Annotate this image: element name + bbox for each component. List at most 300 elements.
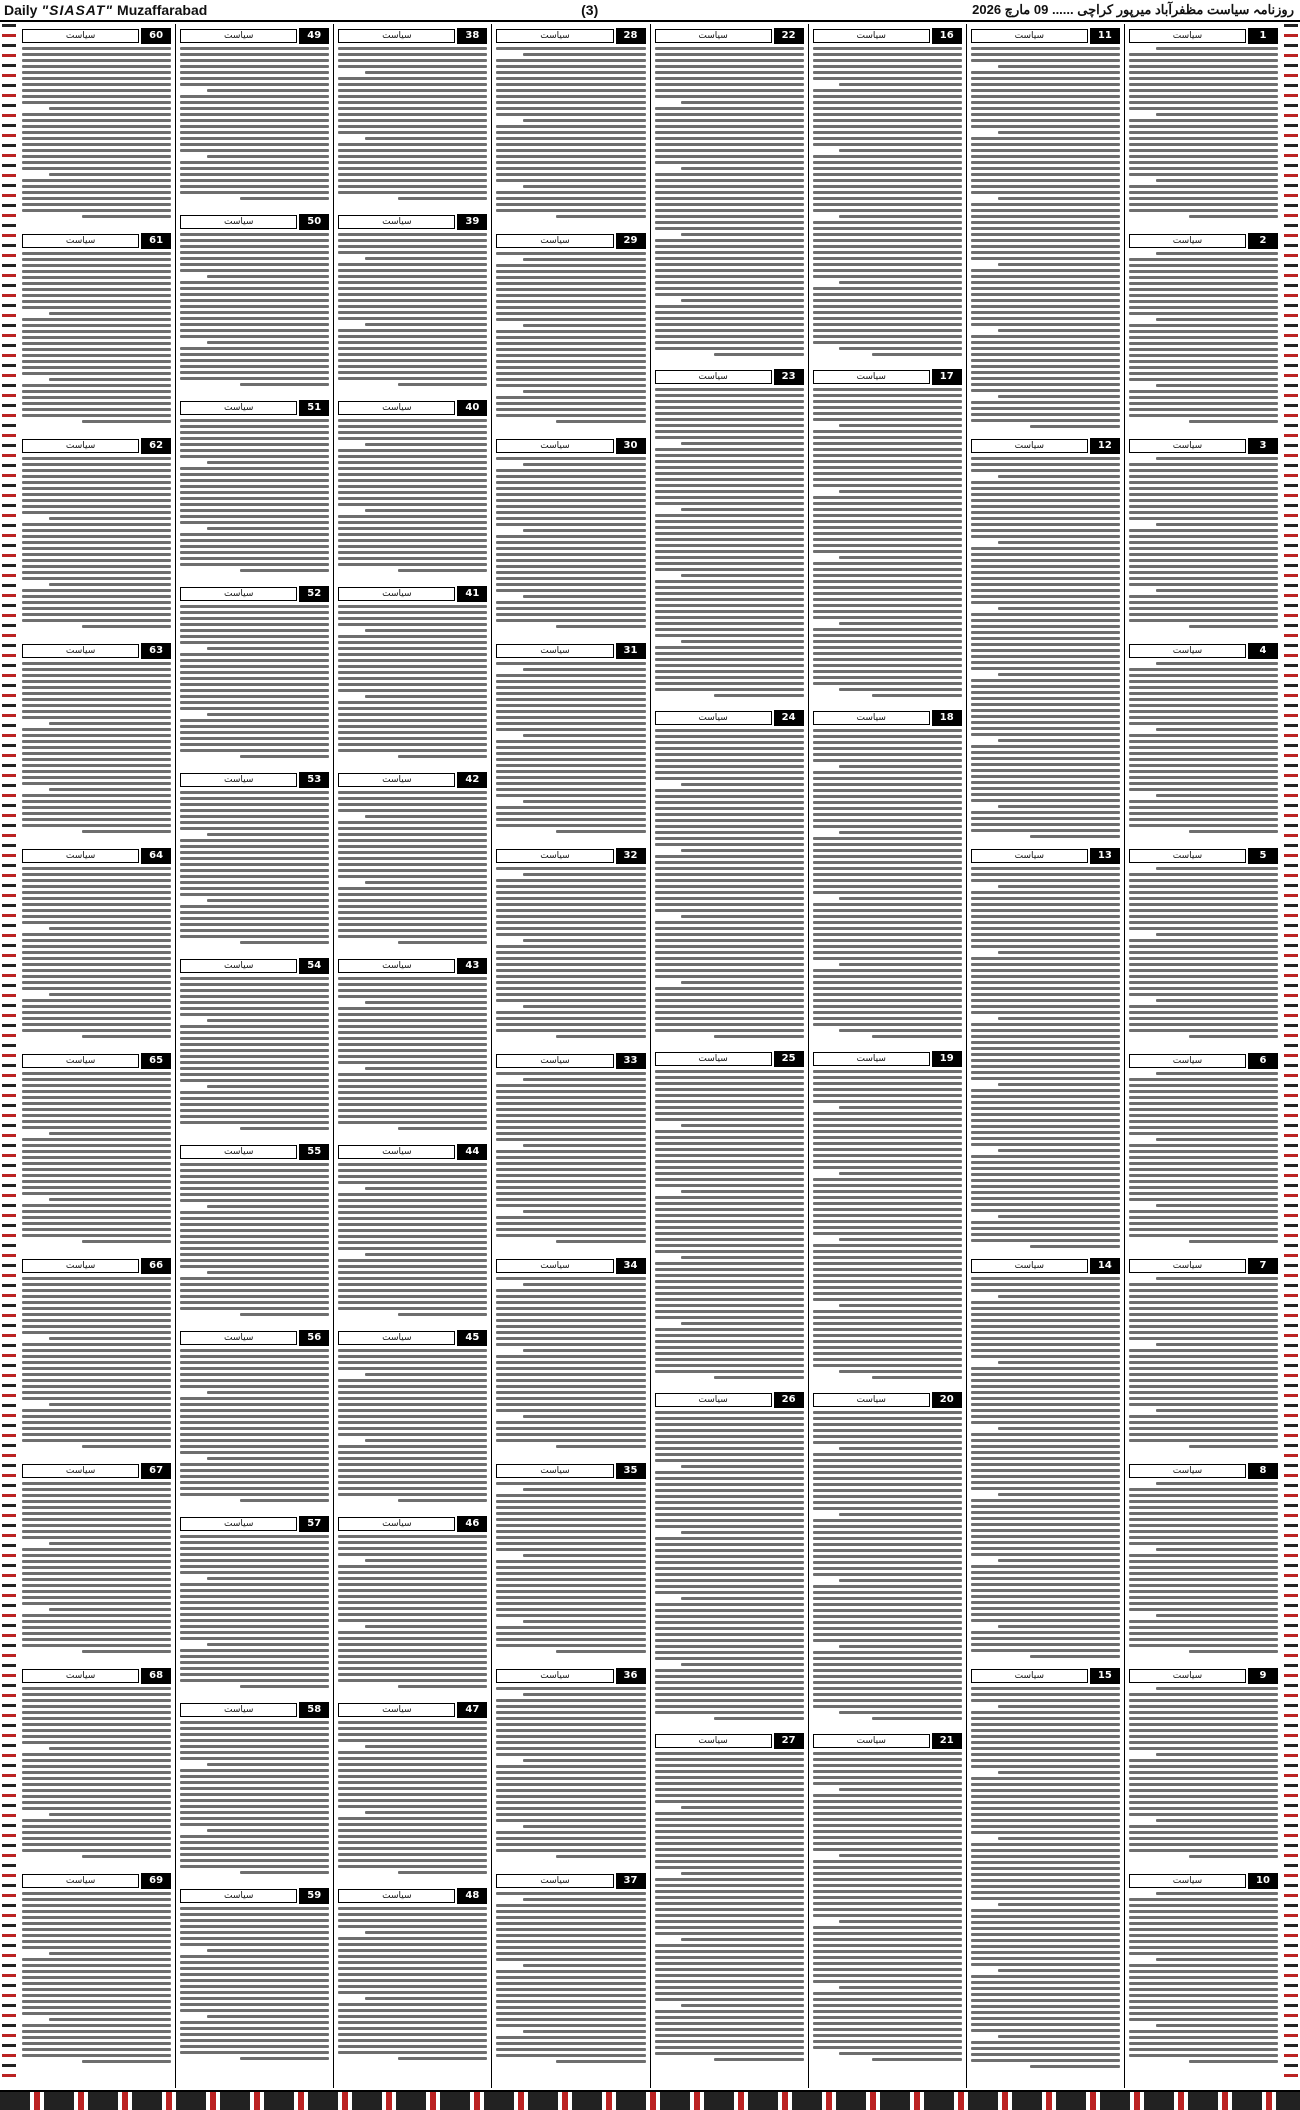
text-line: [180, 2009, 329, 2012]
text-line: [22, 342, 171, 345]
text-line: [655, 1543, 804, 1546]
text-line: [971, 155, 1120, 158]
text-line: [338, 725, 487, 728]
text-line: [655, 921, 804, 924]
text-line: [1030, 1245, 1119, 1248]
text-line: [180, 185, 329, 188]
text-line: [813, 95, 962, 98]
news-column: [1124, 24, 1282, 2088]
text-line: [1129, 1313, 1278, 1316]
text-line: [971, 161, 1120, 164]
text-line: [496, 1500, 645, 1503]
text-line: [971, 95, 1120, 98]
text-line: [496, 65, 645, 68]
text-line: [22, 1753, 171, 1756]
brief-text-lines: [338, 1535, 487, 1688]
text-line: [971, 1451, 1120, 1454]
text-line: [180, 1997, 329, 2000]
text-line: [681, 574, 803, 577]
text-line: [207, 155, 329, 158]
brief-text-lines: [338, 977, 487, 1130]
text-line: [655, 1076, 804, 1079]
text-line: [655, 1106, 804, 1109]
text-line: [971, 1849, 1120, 1852]
text-line: [338, 1031, 487, 1034]
text-line: [180, 1217, 329, 1220]
text-line: [813, 735, 962, 738]
text-line: [338, 125, 487, 128]
text-line: [971, 1107, 1120, 1110]
text-line: [998, 329, 1120, 332]
news-brief: [180, 214, 329, 396]
text-line: [971, 1191, 1120, 1194]
brief-number: 44: [457, 1144, 487, 1160]
text-line: [1129, 577, 1278, 580]
brief-tag: [496, 1053, 645, 1069]
brief-text-lines: [496, 1482, 645, 1653]
text-line: [338, 887, 487, 890]
text-line: [813, 640, 962, 643]
text-line: [813, 430, 962, 433]
text-line: [180, 1235, 329, 1238]
text-line: [496, 758, 645, 761]
text-line: [839, 1172, 961, 1175]
text-line: [338, 1823, 487, 1826]
text-line: [523, 595, 645, 598]
text-line: [1129, 583, 1278, 586]
text-line: [813, 2046, 962, 2049]
text-line: [22, 987, 171, 990]
text-line: [971, 1403, 1120, 1406]
text-line: [338, 617, 487, 620]
text-line: [22, 1994, 171, 1997]
news-brief: [180, 772, 329, 954]
text-line: [1189, 1855, 1278, 1858]
text-line: [496, 137, 645, 140]
text-line: [1156, 2024, 1278, 2027]
text-line: [22, 1162, 171, 1165]
text-line: [1129, 342, 1278, 345]
news-brief: [338, 214, 487, 396]
text-line: [338, 551, 487, 554]
text-line: [22, 1626, 171, 1629]
text-line: [180, 449, 329, 452]
text-line: [813, 1005, 962, 1008]
text-line: [971, 191, 1120, 194]
text-line: [971, 921, 1120, 924]
text-line: [496, 1518, 645, 1521]
text-line: [1129, 65, 1278, 68]
text-line: [523, 1210, 645, 1213]
text-line: [971, 619, 1120, 622]
text-line: [839, 1579, 961, 1582]
text-line: [180, 701, 329, 704]
text-line: [813, 807, 962, 810]
text-line: [338, 425, 487, 428]
brief-brand-label: سیاست: [813, 1052, 930, 1066]
text-line: [82, 215, 171, 218]
text-line: [813, 472, 962, 475]
text-line: [813, 999, 962, 1002]
text-line: [813, 209, 962, 212]
text-line: [496, 1277, 645, 1280]
brief-number: 60: [141, 28, 171, 44]
text-line: [180, 911, 329, 914]
text-line: [655, 1184, 804, 1187]
text-line: [813, 1352, 962, 1355]
text-line: [813, 59, 962, 62]
text-line: [1129, 487, 1278, 490]
text-line: [655, 1711, 804, 1714]
text-line: [22, 1729, 171, 1732]
brief-text-lines: [1129, 867, 1278, 1038]
text-line: [655, 532, 804, 535]
news-brief: [813, 28, 962, 365]
text-line: [1129, 1319, 1278, 1322]
masthead-name: "SIASAT": [41, 2, 114, 18]
text-line: [1129, 1150, 1278, 1153]
text-line: [180, 509, 329, 512]
text-line: [1129, 493, 1278, 496]
brief-tag: [813, 1733, 962, 1749]
text-line: [180, 1121, 329, 1124]
brief-number: 63: [141, 643, 171, 659]
text-line: [22, 1976, 171, 1979]
text-line: [338, 1433, 487, 1436]
text-line: [496, 209, 645, 212]
news-brief: [180, 1516, 329, 1698]
text-line: [1156, 1343, 1278, 1346]
text-line: [971, 1553, 1120, 1556]
text-line: [655, 466, 804, 469]
text-line: [655, 1154, 804, 1157]
text-line: [813, 1100, 962, 1103]
text-line: [496, 2006, 645, 2009]
text-line: [82, 1445, 171, 1448]
text-line: [839, 1447, 961, 1450]
text-line: [496, 306, 645, 309]
brief-tag: [338, 1144, 487, 1160]
text-line: [655, 131, 804, 134]
text-line: [813, 1824, 962, 1827]
text-line: [180, 1991, 329, 1994]
text-line: [714, 2058, 803, 2061]
text-line: [813, 185, 962, 188]
brief-brand-label: سیاست: [180, 1145, 297, 1159]
text-line: [655, 550, 804, 553]
text-line: [655, 472, 804, 475]
text-line: [1129, 1427, 1278, 1430]
text-line: [998, 739, 1120, 742]
brief-number: 3: [1248, 438, 1278, 454]
brief-brand-label: سیاست: [338, 773, 455, 787]
text-line: [813, 1950, 962, 1953]
text-line: [496, 59, 645, 62]
text-line: [971, 281, 1120, 284]
text-line: [655, 113, 804, 116]
text-line: [655, 1340, 804, 1343]
text-line: [180, 1445, 329, 1448]
news-brief: [22, 1668, 171, 1869]
brief-brand-label: سیاست: [180, 1889, 297, 1903]
text-line: [813, 388, 962, 391]
text-line: [22, 999, 171, 1002]
brief-number: 54: [299, 958, 329, 974]
text-line: [180, 1973, 329, 1976]
text-line: [655, 1752, 804, 1755]
text-line: [22, 77, 171, 80]
text-line: [1129, 71, 1278, 74]
text-line: [971, 419, 1120, 422]
text-line: [22, 1699, 171, 1702]
text-line: [523, 529, 645, 532]
text-line: [22, 143, 171, 146]
text-line: [971, 143, 1120, 146]
text-line: [971, 1337, 1120, 1340]
text-line: [22, 1277, 171, 1280]
brief-brand-label: سیاست: [22, 644, 139, 658]
text-line: [82, 1650, 171, 1653]
text-line: [180, 1859, 329, 1862]
text-line: [971, 1445, 1120, 1448]
text-line: [338, 1049, 487, 1052]
text-line: [813, 1651, 962, 1654]
brief-brand-label: سیاست: [813, 29, 930, 43]
text-line: [1129, 366, 1278, 369]
text-line: [1129, 668, 1278, 671]
page-number: (3): [581, 2, 599, 18]
text-line: [82, 420, 171, 423]
news-brief: [813, 1051, 962, 1388]
text-line: [338, 461, 487, 464]
text-line: [813, 203, 962, 206]
text-line: [655, 263, 804, 266]
brief-tag: [180, 1330, 329, 1346]
text-line: [971, 745, 1120, 748]
text-line: [1129, 143, 1278, 146]
text-line: [813, 1561, 962, 1564]
text-line: [813, 1525, 962, 1528]
text-line: [398, 1871, 487, 1874]
text-line: [496, 1699, 645, 1702]
brief-brand-label: سیاست: [971, 29, 1088, 43]
text-line: [496, 1397, 645, 1400]
text-line: [998, 1427, 1120, 1430]
brief-number: 45: [457, 1330, 487, 1346]
text-line: [496, 764, 645, 767]
text-line: [22, 607, 171, 610]
text-line: [556, 1445, 645, 1448]
brief-number: 43: [457, 958, 487, 974]
text-line: [971, 1143, 1120, 1146]
text-line: [813, 53, 962, 56]
text-line: [22, 511, 171, 514]
text-line: [813, 526, 962, 529]
text-line: [22, 1379, 171, 1382]
text-line: [180, 1367, 329, 1370]
text-line: [1129, 1560, 1278, 1563]
text-line: [971, 957, 1120, 960]
text-line: [22, 2036, 171, 2039]
text-line: [813, 1274, 962, 1277]
brief-brand-label: سیاست: [22, 1669, 139, 1683]
brief-brand-label: سیاست: [22, 29, 139, 43]
text-line: [813, 981, 962, 984]
text-line: [496, 107, 645, 110]
text-line: [655, 2028, 804, 2031]
text-line: [655, 646, 804, 649]
text-line: [813, 89, 962, 92]
text-line: [49, 2018, 171, 2021]
text-line: [998, 1559, 1120, 1562]
text-line: [971, 703, 1120, 706]
text-line: [1156, 933, 1278, 936]
text-line: [1129, 1807, 1278, 1810]
text-line: [655, 1591, 804, 1594]
brief-tag: [22, 643, 171, 659]
text-line: [971, 987, 1120, 990]
text-line: [22, 185, 171, 188]
brief-text-lines: [22, 867, 171, 1038]
text-line: [180, 2027, 329, 2030]
text-line: [338, 1919, 487, 1922]
text-line: [180, 515, 329, 518]
text-line: [1129, 1964, 1278, 1967]
brief-number: 26: [774, 1392, 804, 1408]
text-line: [1129, 1385, 1278, 1388]
text-line: [1129, 1994, 1278, 1997]
text-line: [496, 1596, 645, 1599]
text-line: [22, 294, 171, 297]
brief-brand-label: سیاست: [338, 29, 455, 43]
text-line: [813, 1884, 962, 1887]
text-line: [1129, 1723, 1278, 1726]
text-line: [655, 1238, 804, 1241]
text-line: [398, 2057, 487, 2060]
text-line: [1129, 1626, 1278, 1629]
brief-tag: [496, 233, 645, 249]
text-line: [22, 276, 171, 279]
text-line: [813, 412, 962, 415]
text-line: [496, 2054, 645, 2057]
text-line: [1030, 425, 1119, 428]
text-line: [813, 1250, 962, 1253]
text-line: [839, 424, 961, 427]
news-brief: [1129, 1873, 1278, 2074]
text-line: [180, 107, 329, 110]
text-line: [496, 1421, 645, 1424]
text-line: [338, 1283, 487, 1286]
text-line: [22, 372, 171, 375]
text-line: [398, 1499, 487, 1502]
text-line: [1129, 276, 1278, 279]
masthead-prefix: Daily: [4, 2, 38, 18]
text-line: [496, 1910, 645, 1913]
text-line: [49, 378, 171, 381]
text-line: [180, 191, 329, 194]
text-line: [49, 993, 171, 996]
text-line: [655, 1782, 804, 1785]
text-line: [338, 1061, 487, 1064]
text-line: [180, 431, 329, 434]
text-line: [1129, 173, 1278, 176]
text-line: [22, 1295, 171, 1298]
text-line: [1129, 1506, 1278, 1509]
text-line: [655, 885, 804, 888]
brief-brand-label: سیاست: [180, 401, 297, 415]
text-line: [22, 704, 171, 707]
text-line: [180, 1169, 329, 1172]
text-line: [180, 1799, 329, 1802]
text-line: [398, 1127, 487, 1130]
text-line: [872, 694, 961, 697]
text-line: [813, 1531, 962, 1534]
text-line: [655, 2040, 804, 2043]
news-brief: [1129, 1463, 1278, 1664]
text-line: [207, 1391, 329, 1394]
text-line: [1129, 1946, 1278, 1949]
text-line: [338, 2021, 487, 2024]
text-line: [338, 797, 487, 800]
text-line: [1129, 1029, 1278, 1032]
text-line: [22, 1783, 171, 1786]
brief-number: 68: [141, 1668, 171, 1684]
text-line: [813, 1992, 962, 1995]
text-line: [496, 1162, 645, 1165]
text-line: [813, 1615, 962, 1618]
text-line: [338, 1985, 487, 1988]
text-line: [971, 413, 1120, 416]
text-line: [813, 77, 962, 80]
text-line: [22, 390, 171, 393]
brief-tag: [1129, 1873, 1278, 1889]
text-line: [971, 1687, 1120, 1690]
text-line: [655, 1770, 804, 1773]
text-line: [496, 1198, 645, 1201]
brief-brand-label: سیاست: [180, 1517, 297, 1531]
brief-text-lines: [22, 47, 171, 218]
text-line: [496, 746, 645, 749]
news-brief: [496, 28, 645, 229]
text-line: [338, 1211, 487, 1214]
text-line: [971, 1313, 1120, 1316]
text-line: [813, 1938, 962, 1941]
text-line: [180, 749, 329, 752]
text-line: [338, 1553, 487, 1556]
text-line: [22, 288, 171, 291]
text-line: [496, 927, 645, 930]
text-line: [655, 1854, 804, 1857]
text-line: [813, 1244, 962, 1247]
text-line: [496, 1717, 645, 1720]
text-line: [1129, 1566, 1278, 1569]
brief-number: 14: [1090, 1258, 1120, 1274]
text-line: [655, 652, 804, 655]
text-line: [207, 527, 329, 530]
text-line: [971, 909, 1120, 912]
brief-number: 23: [774, 369, 804, 385]
text-line: [22, 1560, 171, 1563]
text-line: [839, 1854, 961, 1857]
text-line: [338, 1793, 487, 1796]
text-line: [180, 1727, 329, 1730]
text-line: [22, 457, 171, 460]
text-line: [338, 737, 487, 740]
text-line: [338, 1631, 487, 1634]
text-line: [813, 777, 962, 780]
text-line: [398, 569, 487, 572]
text-line: [1129, 1397, 1278, 1400]
